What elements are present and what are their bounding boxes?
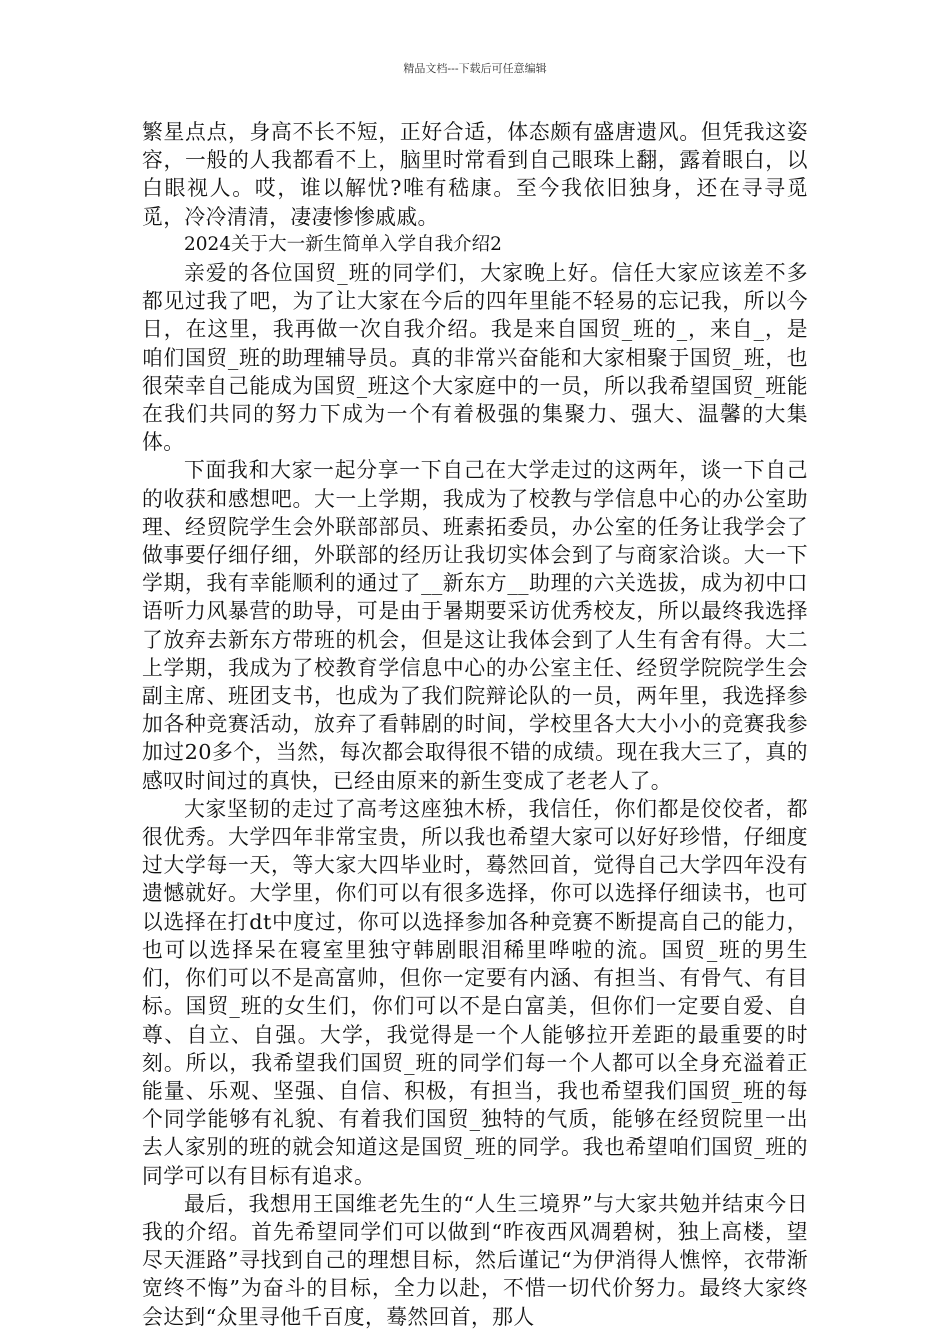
paragraph-greeting: 亲爱的各位国贸_班的同学们，大家晚上好。信任大家应该差不多都见过我了吧，为了让大家在今后的四年里能不轻易的忘记我，所以今日，在这里，我再做一次自我介绍。我是来自国贸_班的_，来自_，是咱们国贸_班的助理辅导员。真的非常兴奋能和大家相聚于国贸_班，也很荣幸自己能成为国贸_班这个大家庭中的一员，所以我希望国贸_班能在我们共同的努力下成为一个有着极强的集聚力、强大、温馨的大集体。 (142, 261, 808, 455)
paragraph-expectations: 大家坚韧的走过了高考这座独木桥，我信任，你们都是佼佼者，都很优秀。大学四年非常宝贵，所以我也希望大家可以好好珍惜，仔细度过大学每一天，等大家大四毕业时，蓦然回首，觉得自己大学四年没有遗憾就好。大学里，你们可以有很多选择，你可以选择仔细读书，也可以选择在打dt中度过，你可以选择参加各种竞赛不断提高自己的能力，也可以选择呆在寝室里独守韩剧眼泪稀里哗啦的流。国贸_班的男生们，你们可以不是高富帅，但你一定要有内涵、有担当、有骨气、有目标。国贸_班的女生们，你们可以不是白富美，但你们一定要自爱、自尊、自立、自强。大学，我觉得是一个人能够拉开差距的最重要的时刻。所以，我希望我们国贸_班的同学们每一个人都可以全身充溢着正能量、乐观、坚强、自信、积极，有担当，我也希望我们国贸_班的每个同学能够有礼貌、有着我们国贸_独特的气质，能够在经贸院里一出去人家别的班的就会知道这是国贸_班的同学。我也希望咱们国贸_班的同学可以有目标有追求。 (142, 796, 808, 1188)
document-body (142, 118, 808, 1331)
paragraph-experience: 下面我和大家一起分享一下自己在大学走过的这两年，谈一下自己的收获和感想吧。大一上学期，我成为了校教与学信息中心的办公室助理、经贸院学生会外联部部员、班素拓委员，办公室的任务让我学会了做事要仔细仔细，外联部的经历让我切实体会到了与商家洽谈。大一下学期，我有幸能顺利的通过了__新东方__助理的六关选拔，成为初中口语听力风暴营的助导，可是由于暑期要采访优秀校友，所以最终我选择了放弃去新东方带班的机会，但是这让我体会到了人生有舍有得。大二上学期，我成为了校教育学信息中心的办公室主任、经贸学院院学生会副主席、班团支书，也成为了我们院辩论队的一员，两年里，我选择参加各种竞赛活动，放弃了看韩剧的时间，学校里各大大小小的竞赛我参加过20多个，当然，每次都会取得很不错的成绩。现在我大三了，真的感叹时间过的真快，已经由原来的新生变成了老老人了。 (142, 458, 808, 793)
continuation-paragraph: 繁星点点，身高不长不短，正好合适，体态颇有盛唐遗风。但凭我这姿容，一般的人我都看不上，脑里时常看到自己眼珠上翻，露着眼白，以白眼视人。哎，谁以解忧?唯有嵇康。至今我依旧独身，还在寻寻觅觅，冷冷清清，凄凄惨惨戚戚。 (142, 120, 808, 229)
paragraph-closing: 最后，我想用王国维老先生的“人生三境界”与大家共勉并结束今日我的介绍。首先希望同学们可以做到“昨夜西风凋碧树，独上高楼，望尽天涯路”寻找到自己的理想目标，然后谨记“为伊消得人憔悴，衣带渐宽终不悔”为奋斗的目标，全力以赴，不惜一切代价努力。最终大家终会达到“众里寻他千百度，蓦然回首，那人 (142, 1191, 808, 1329)
page-header: 精品文档---下载后可任意编辑 (403, 62, 547, 75)
section-subtitle: 2024关于大一新生简单入学自我介绍2 (184, 233, 502, 255)
